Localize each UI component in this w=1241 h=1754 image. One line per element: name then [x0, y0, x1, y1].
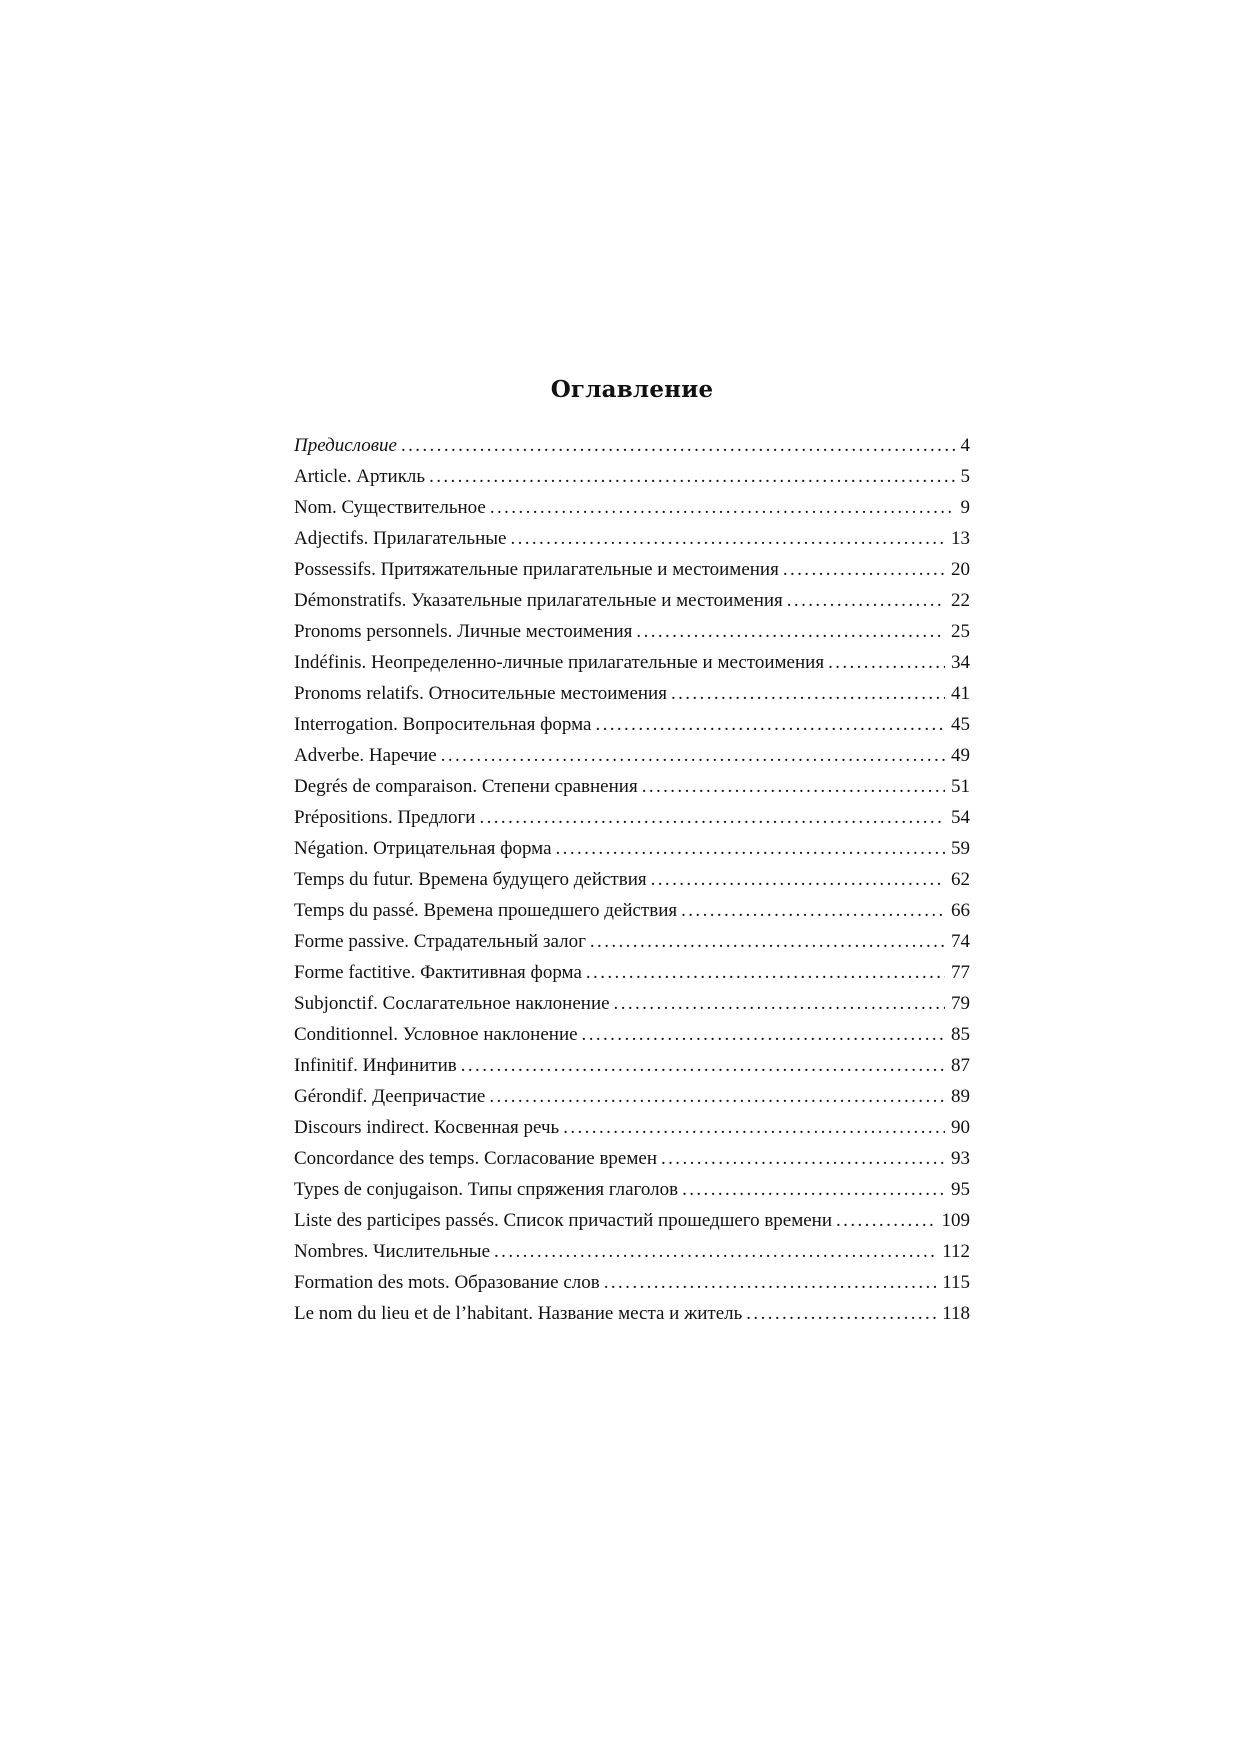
- toc-leader-dots: [614, 988, 945, 1019]
- toc-leader-dots: [836, 1205, 935, 1236]
- toc-leader-dots: [441, 740, 945, 771]
- toc-entry[interactable]: [294, 1143, 970, 1174]
- toc-leader-dots: [490, 492, 955, 523]
- toc-entry-page: 74: [951, 931, 970, 952]
- toc-entry[interactable]: [294, 1050, 970, 1081]
- toc-leader-dots: [563, 1112, 945, 1143]
- toc-entry-page: 20: [951, 559, 970, 580]
- toc-leader-dots: [582, 1019, 945, 1050]
- toc-entry-page: 118: [942, 1303, 970, 1324]
- toc-entry-page: 115: [942, 1272, 970, 1293]
- toc-entry-page: 45: [951, 714, 970, 735]
- toc-entry-page: 62: [951, 869, 970, 890]
- toc-entry-page: 112: [942, 1241, 970, 1262]
- toc-leader-dots: [828, 647, 945, 678]
- toc-entry[interactable]: [294, 430, 970, 461]
- toc-entry[interactable]: [294, 461, 970, 492]
- toc-list: [294, 430, 970, 1329]
- toc-entry-label: Article. Артикль: [294, 466, 426, 487]
- toc-leader-dots: [494, 1236, 936, 1267]
- toc-entry-page: 59: [951, 838, 970, 859]
- toc-entry-page: 90: [951, 1117, 970, 1138]
- toc-entry[interactable]: [294, 1205, 970, 1236]
- toc-entry-page: 34: [951, 652, 970, 673]
- toc-entry[interactable]: [294, 523, 970, 554]
- toc-entry[interactable]: [294, 1236, 970, 1267]
- toc-leader-dots: [604, 1267, 936, 1298]
- toc-entry-label: Pronoms relatifs. Относительные местоимения: [294, 683, 667, 704]
- toc-entry-label: Subjonctif. Сослагательное наклонение: [294, 993, 610, 1014]
- toc-entry-page: 41: [951, 683, 970, 704]
- toc-leader-dots: [401, 430, 955, 461]
- toc-entry-page: 13: [951, 528, 970, 549]
- toc-entry-label: Nom. Существительное: [294, 497, 486, 518]
- toc-entry-label: Nombres. Числительные: [294, 1241, 491, 1262]
- toc-leader-dots: [590, 926, 945, 957]
- toc-entry[interactable]: [294, 492, 970, 523]
- toc-entry-label: Types de conjugaison. Типы спряжения глаголов: [294, 1179, 679, 1200]
- toc-entry[interactable]: [294, 833, 970, 864]
- toc-leader-dots: [671, 678, 945, 709]
- toc-leader-dots: [510, 523, 945, 554]
- toc-entry-label: Forme passive. Страдательный залог: [294, 931, 586, 952]
- toc-entry-label: Liste des participes passés. Список причастий прошедшего времени: [294, 1210, 833, 1231]
- toc-entry-page: 22: [951, 590, 970, 611]
- toc-entry-label: Formation des mots. Образование слов: [294, 1272, 600, 1293]
- toc-leader-dots: [783, 554, 945, 585]
- toc-entry[interactable]: [294, 1267, 970, 1298]
- toc-entry-page: 95: [951, 1179, 970, 1200]
- toc-entry[interactable]: [294, 647, 970, 678]
- toc-leader-dots: [681, 895, 945, 926]
- toc-leader-dots: [556, 833, 945, 864]
- toc-entry-page: 66: [951, 900, 970, 921]
- toc-entry-page: 77: [951, 962, 970, 983]
- toc-entry[interactable]: [294, 895, 970, 926]
- toc-entry-label: Gérondif. Деепричастие: [294, 1086, 486, 1107]
- toc-entry-label: Prépositions. Предлоги: [294, 807, 476, 828]
- toc-leader-dots: [746, 1298, 936, 1329]
- toc-leader-dots: [661, 1143, 945, 1174]
- toc-entry-label: Interrogation. Вопросительная форма: [294, 714, 592, 735]
- toc-entry-page: 109: [941, 1210, 970, 1231]
- toc-entry-page: 89: [951, 1086, 970, 1107]
- toc-leader-dots: [586, 957, 945, 988]
- toc-entry[interactable]: [294, 988, 970, 1019]
- toc-entry[interactable]: [294, 740, 970, 771]
- toc-entry-page: 9: [960, 497, 970, 518]
- toc-entry-label: Adverbe. Наречие: [294, 745, 437, 766]
- toc-leader-dots: [461, 1050, 945, 1081]
- toc-entry-page: 25: [951, 621, 970, 642]
- toc-leader-dots: [682, 1174, 945, 1205]
- toc-entry-label: Предисловие: [294, 435, 397, 456]
- toc-entry-label: Possessifs. Притяжательные прилагательные и местоимения: [294, 559, 779, 580]
- toc-entry-page: 93: [951, 1148, 970, 1169]
- toc-entry-label: Démonstratifs. Указательные прилагательные и местоимения: [294, 590, 783, 611]
- toc-entry[interactable]: [294, 709, 970, 740]
- toc-entry[interactable]: [294, 864, 970, 895]
- toc-leader-dots: [489, 1081, 945, 1112]
- toc-entry[interactable]: [294, 616, 970, 647]
- toc-entry[interactable]: [294, 554, 970, 585]
- toc-entry[interactable]: [294, 1019, 970, 1050]
- toc-entry-label: Pronoms personnels. Личные местоимения: [294, 621, 633, 642]
- toc-entry-page: 79: [951, 993, 970, 1014]
- toc-entry-label: Degrés de comparaison. Степени сравнения: [294, 776, 638, 797]
- toc-entry-label: Conditionnel. Условное наклонение: [294, 1024, 578, 1045]
- toc-leader-dots: [642, 771, 945, 802]
- toc-leader-dots: [479, 802, 945, 833]
- toc-entry[interactable]: [294, 1081, 970, 1112]
- toc-entry[interactable]: [294, 1112, 970, 1143]
- toc-leader-dots: [651, 864, 945, 895]
- toc-entry-label: Négation. Отрицательная форма: [294, 838, 552, 859]
- toc-entry[interactable]: [294, 1298, 970, 1329]
- toc-entry-label: Forme factitive. Фактитивная форма: [294, 962, 582, 983]
- toc-entry-label: Infinitif. Инфинитив: [294, 1055, 457, 1076]
- toc-entry-page: 87: [951, 1055, 970, 1076]
- toc-entry[interactable]: [294, 957, 970, 988]
- toc-entry-label: Temps du passé. Времена прошедшего действия: [294, 900, 678, 921]
- toc-entry-page: 51: [951, 776, 970, 797]
- toc-leader-dots: [595, 709, 945, 740]
- toc-entry-label: Concordance des temps. Согласование времен: [294, 1148, 657, 1169]
- toc-entry-page: 85: [951, 1024, 970, 1045]
- toc-entry-page: 49: [951, 745, 970, 766]
- toc-entry-label: Temps du futur. Времена будущего действия: [294, 869, 647, 890]
- toc-entry-page: 5: [960, 466, 970, 487]
- toc-entry[interactable]: [294, 1174, 970, 1205]
- toc-entry[interactable]: [294, 678, 970, 709]
- toc-entry-label: Discours indirect. Косвенная речь: [294, 1117, 560, 1138]
- toc-leader-dots: [429, 461, 954, 492]
- toc-entry[interactable]: [294, 802, 970, 833]
- table-of-contents: [294, 372, 970, 1329]
- toc-entry-label: Adjectifs. Прилагательные: [294, 528, 507, 549]
- toc-entry[interactable]: [294, 771, 970, 802]
- toc-entry[interactable]: [294, 585, 970, 616]
- toc-entry-page: 54: [951, 807, 970, 828]
- toc-leader-dots: [636, 616, 945, 647]
- toc-leader-dots: [787, 585, 945, 616]
- toc-entry-label: Le nom du lieu et de l’habitant. Название места и житель: [294, 1303, 743, 1324]
- toc-entry-label: Indéfinis. Неопределенно-личные прилагательные и местоимения: [294, 652, 825, 673]
- toc-entry[interactable]: [294, 926, 970, 957]
- page-title: Оглавление: [550, 376, 714, 403]
- toc-entry-page: 4: [960, 435, 970, 456]
